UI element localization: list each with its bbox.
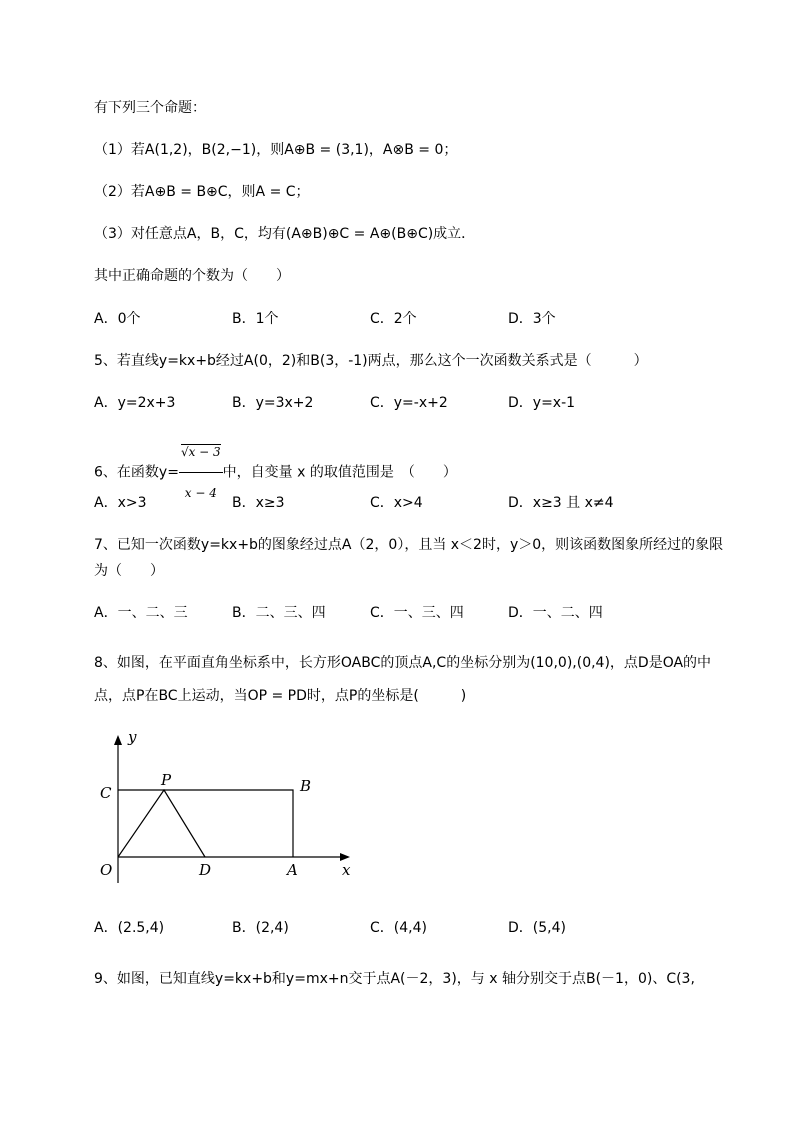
option-d: D．一、二、四 xyxy=(508,605,603,621)
fraction-denominator: x − 4 xyxy=(184,486,217,500)
question-8-options xyxy=(94,918,654,938)
option-b: B．1个 xyxy=(232,311,279,327)
option-d: D．x≥3 且 x≠4 xyxy=(508,495,614,511)
option-b: B．(2,4) xyxy=(232,920,289,936)
proposition-2: （2）若A⊕B = B⊕C，则A = C； xyxy=(94,184,310,200)
label-o: O xyxy=(100,861,113,879)
label-a: A xyxy=(287,861,298,879)
proposition-3: （3）对任意点A，B，C，均有(A⊕B)⊕C = A⊕(B⊕C)成立． xyxy=(94,226,476,242)
question-6-prefix: 6、在函数y= xyxy=(94,464,179,481)
label-y: y xyxy=(128,728,137,746)
question-9-line-1: 9、如图，已知直线y=kx+b和y=mx+n交于点A(－2，3)，与 x 轴分别交于点B(－1，0)、C(3, xyxy=(94,971,695,987)
question-7-options xyxy=(94,603,654,623)
label-c: C xyxy=(100,784,112,802)
fraction-numerator xyxy=(179,432,223,473)
option-d: D．3个 xyxy=(508,311,556,327)
label-d: D xyxy=(199,861,212,879)
question-5-stem: 5、若直线y=kx+b经过A(0，2)和B(3，-1)两点，那么这个一次函数关系式是（ ） xyxy=(94,353,648,369)
question-6-suffix: 中，自变量 x 的取值范围是 （ ） xyxy=(222,464,457,481)
option-a: A．一、二、三 xyxy=(94,605,188,621)
question-5-options xyxy=(94,393,654,413)
option-c: C．x>4 xyxy=(370,495,423,511)
y-axis-arrow xyxy=(114,735,122,745)
label-b: B xyxy=(300,777,312,795)
option-d: D．y=x-1 xyxy=(508,395,576,411)
rectangle-figure xyxy=(94,725,364,885)
option-a: A．0个 xyxy=(94,311,141,327)
option-c: C．2个 xyxy=(370,311,417,327)
proposition-1: （1）若A(1,2)，B(2,−1)，则A⊕B = (3,1)，A⊗B = 0； xyxy=(94,142,458,158)
option-c: C．y=-x+2 xyxy=(370,395,448,411)
option-b: B．二、三、四 xyxy=(232,605,326,621)
question-4-options xyxy=(94,309,654,329)
question-8-line-1: 8、如图，在平面直角坐标系中，长方形OABC的顶点A,C的坐标分别为(10,0),(0,4)，点D是OA的中 xyxy=(94,655,712,671)
question-4-stem: 其中正确命题的个数为（ ） xyxy=(94,268,290,284)
label-p: P xyxy=(161,771,172,789)
option-a: A．x>3 xyxy=(94,495,147,511)
intro-text: 有下列三个命题： xyxy=(94,100,206,116)
option-c: C．一、三、四 xyxy=(370,605,464,621)
option-c: C．(4,4) xyxy=(370,920,427,936)
question-7-line-1: 7、已知一次函数y=kx+b的图象经过点A（2，0），且当 x＜2时，y＞0，则该函数图象所经过的象限 xyxy=(94,537,724,553)
sqrt-expression: √x − 3 xyxy=(180,445,221,459)
option-a: A．(2.5,4) xyxy=(94,920,165,936)
triangle-opd xyxy=(118,790,205,857)
option-d: D．(5,4) xyxy=(508,920,566,936)
x-axis-arrow xyxy=(340,853,350,861)
option-b: B．x≥3 xyxy=(232,495,285,511)
option-b: B．y=3x+2 xyxy=(232,395,314,411)
question-7-line-2: 为（ ） xyxy=(94,563,164,579)
option-a: A．y=2x+3 xyxy=(94,395,176,411)
label-x: x xyxy=(342,861,351,879)
question-6-options xyxy=(94,493,654,513)
question-8-line-2: 点，点P在BC上运动，当OP = PD时，点P的坐标是( ) xyxy=(94,688,467,704)
rectangle-outline xyxy=(118,790,293,857)
